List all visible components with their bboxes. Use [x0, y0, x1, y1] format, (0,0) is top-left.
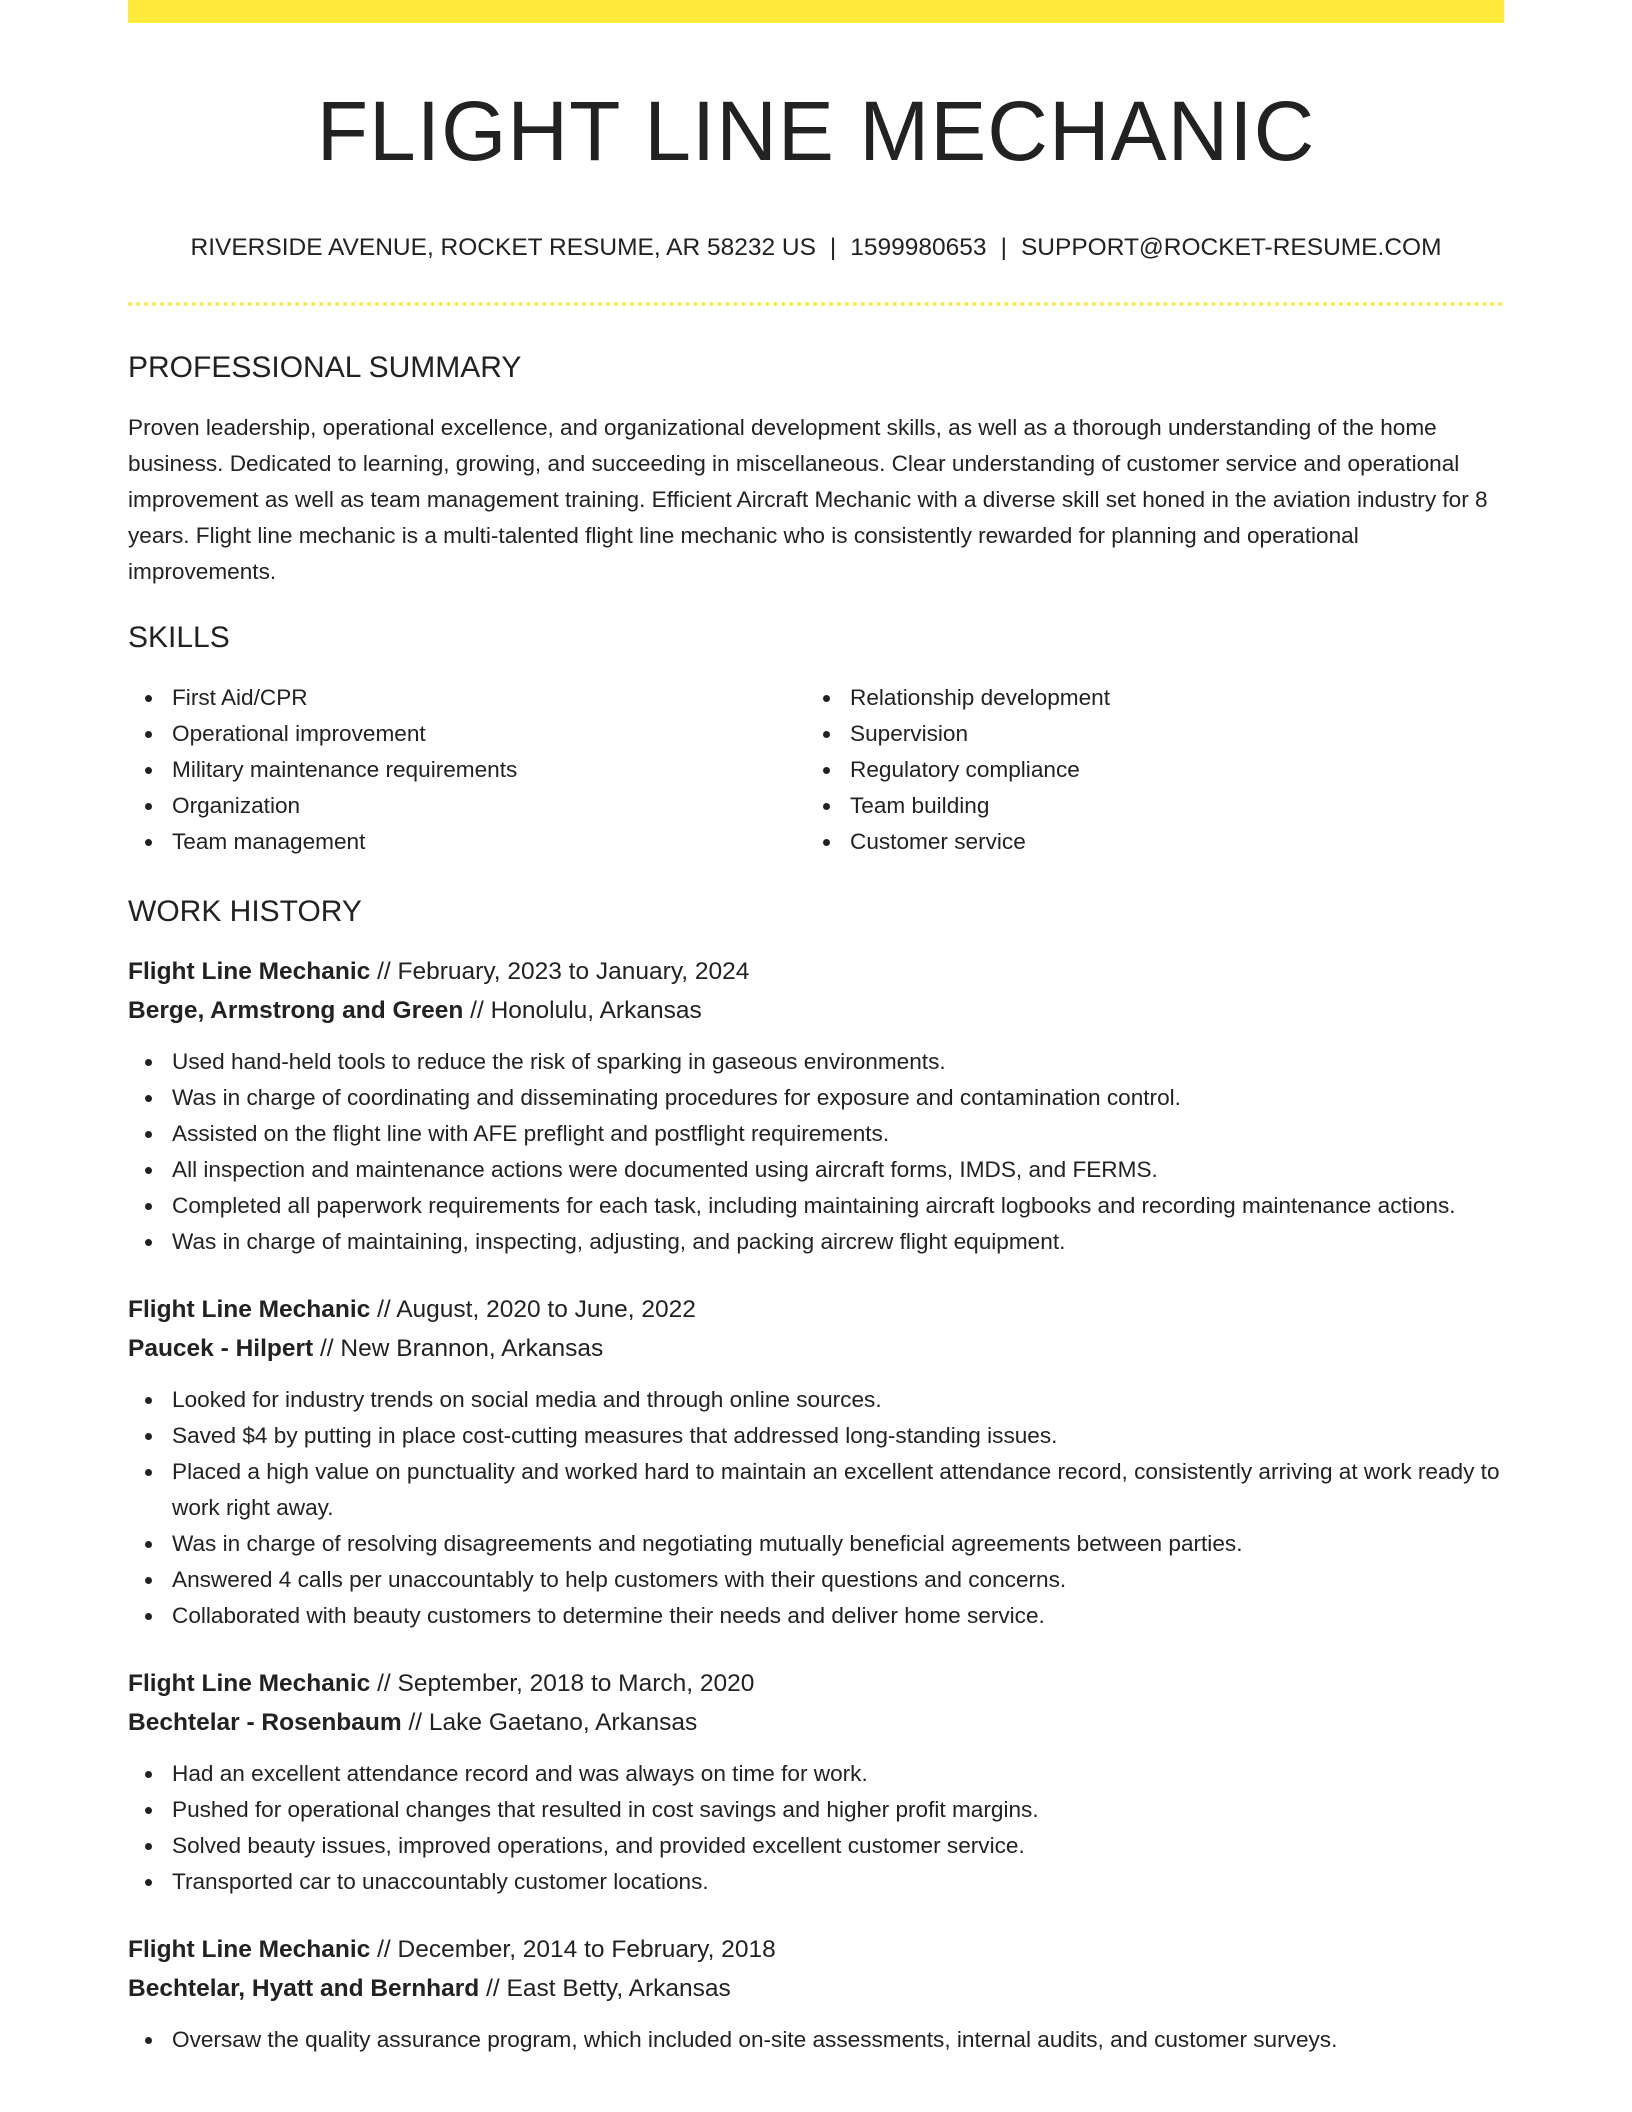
job-title-line: [128, 1664, 1504, 1703]
job-title-line: [128, 952, 1504, 991]
job-company: Berge, Armstrong and Green: [128, 996, 464, 1024]
contact-phone: 1599980653: [850, 233, 987, 261]
job-title: Flight Line Mechanic: [128, 1669, 371, 1697]
skills-grid: [128, 680, 1504, 860]
skills-list-right: [806, 680, 1484, 860]
list-item: Customer service: [806, 824, 1484, 860]
job-location: Lake Gaetano, Arkansas: [428, 1708, 698, 1736]
job-company-line: [128, 1703, 1504, 1742]
contact-line: [128, 232, 1504, 264]
contact-address: RIVERSIDE AVENUE, ROCKET RESUME, AR 58232 US: [190, 233, 816, 261]
list-item: Organization: [128, 788, 806, 824]
job-bullets: [128, 1756, 1504, 1900]
list-item: Regulatory compliance: [806, 752, 1484, 788]
list-item: Assisted on the flight line with AFE preflight and postflight requirements.: [128, 1116, 1504, 1152]
job-entry: [128, 1290, 1504, 1634]
job-separator: //: [370, 1295, 397, 1323]
job-location: Honolulu, Arkansas: [490, 996, 702, 1024]
list-item: Was in charge of coordinating and disseminating procedures for exposure and contamination control.: [128, 1080, 1504, 1116]
list-item: Supervision: [806, 716, 1484, 752]
list-item: Was in charge of resolving disagreements and negotiating mutually beneficial agreements between parties.: [128, 1526, 1504, 1562]
job-bullets: [128, 1382, 1504, 1634]
job-separator: //: [370, 957, 398, 985]
job-dates: August, 2020 to June, 2022: [396, 1295, 696, 1323]
contact-email: SUPPORT@ROCKET-RESUME.COM: [1020, 233, 1442, 261]
work-history-list: [128, 952, 1504, 2058]
job-company: Paucek - Hilpert: [128, 1334, 314, 1362]
job-separator: //: [370, 1669, 398, 1697]
list-item: Team building: [806, 788, 1484, 824]
job-entry: [128, 952, 1504, 1260]
skills-heading: SKILLS: [128, 620, 230, 654]
job-location: East Betty, Arkansas: [506, 1974, 731, 2002]
list-item: Military maintenance requirements: [128, 752, 806, 788]
contact-separator: |: [829, 233, 837, 261]
summary-heading: PROFESSIONAL SUMMARY: [128, 350, 522, 384]
work-history-heading: WORK HISTORY: [128, 894, 362, 928]
job-bullets: [128, 2022, 1504, 2058]
list-item: Oversaw the quality assurance program, which included on-site assessments, internal audits, and customer surveys.: [128, 2022, 1504, 2058]
job-title-line: [128, 1930, 1504, 1969]
job-separator: //: [479, 1974, 507, 2002]
job-title: Flight Line Mechanic: [128, 957, 371, 985]
job-company: Bechtelar, Hyatt and Bernhard: [128, 1974, 480, 2002]
job-separator: //: [313, 1334, 341, 1362]
list-item: Solved beauty issues, improved operations, and provided excellent customer service.: [128, 1828, 1504, 1864]
list-item: Was in charge of maintaining, inspecting, adjusting, and packing aircrew flight equipment.: [128, 1224, 1504, 1260]
job-title: Flight Line Mechanic: [128, 1935, 371, 1963]
job-company-line: [128, 991, 1504, 1030]
list-item: Answered 4 calls per unaccountably to help customers with their questions and concerns.: [128, 1562, 1504, 1598]
list-item: All inspection and maintenance actions were documented using aircraft forms, IMDS, and FERMS.: [128, 1152, 1504, 1188]
resume-name-title: FLIGHT LINE MECHANIC: [316, 84, 1316, 178]
job-dates: December, 2014 to February, 2018: [397, 1935, 776, 1963]
list-item: Team management: [128, 824, 806, 860]
job-separator: //: [463, 996, 491, 1024]
list-item: Placed a high value on punctuality and worked hard to maintain an excellent attendance record, consistently arriving at work ready to work right away.: [128, 1454, 1504, 1526]
job-company-line: [128, 1329, 1504, 1368]
job-dates: September, 2018 to March, 2020: [397, 1669, 755, 1697]
list-item: Pushed for operational changes that resulted in cost savings and higher profit margins.: [128, 1792, 1504, 1828]
skills-list-left: [128, 680, 806, 860]
list-item: Saved $4 by putting in place cost-cutting measures that addressed long-standing issues.: [128, 1418, 1504, 1454]
job-separator: //: [401, 1708, 429, 1736]
job-company: Bechtelar - Rosenbaum: [128, 1708, 402, 1736]
dotted-divider: [128, 302, 1504, 306]
skills-column-right: [806, 680, 1484, 860]
list-item: Used hand-held tools to reduce the risk of sparking in gaseous environments.: [128, 1044, 1504, 1080]
job-entry: [128, 1664, 1504, 1900]
job-title: Flight Line Mechanic: [128, 1295, 371, 1323]
list-item: Had an excellent attendance record and was always on time for work.: [128, 1756, 1504, 1792]
contact-separator: |: [1000, 233, 1007, 261]
list-item: Operational improvement: [128, 716, 806, 752]
list-item: Looked for industry trends on social media and through online sources.: [128, 1382, 1504, 1418]
accent-top-bar: [128, 0, 1504, 23]
job-location: New Brannon, Arkansas: [340, 1334, 604, 1362]
summary-text: Proven leadership, operational excellence, and organizational development skills, as well as a thorough understanding of the home business. Dedicated to learning, growing, and succeeding in miscellaneous. Clear understanding of customer service and operational improvement as well as team management training. Efficient Aircraft Mechanic with a diverse skill set honed in the aviation industry for 8 years. Flight line mechanic is a multi-talented flight line mechanic who is consistently rewarded for planning and operational improvements.: [128, 414, 1488, 584]
job-title-line: [128, 1290, 1504, 1329]
resume-page: [128, 0, 1504, 2058]
skills-column-left: [128, 680, 806, 860]
job-dates: February, 2023 to January, 2024: [397, 957, 750, 985]
job-company-line: [128, 1969, 1504, 2008]
list-item: First Aid/CPR: [128, 680, 806, 716]
list-item: Relationship development: [806, 680, 1484, 716]
list-item: Transported car to unaccountably customer locations.: [128, 1864, 1504, 1900]
job-entry: [128, 1930, 1504, 2058]
job-separator: //: [370, 1935, 398, 1963]
list-item: Completed all paperwork requirements for each task, including maintaining aircraft logbooks and recording maintenance actions.: [128, 1188, 1504, 1224]
list-item: Collaborated with beauty customers to determine their needs and deliver home service.: [128, 1598, 1504, 1634]
job-bullets: [128, 1044, 1504, 1260]
